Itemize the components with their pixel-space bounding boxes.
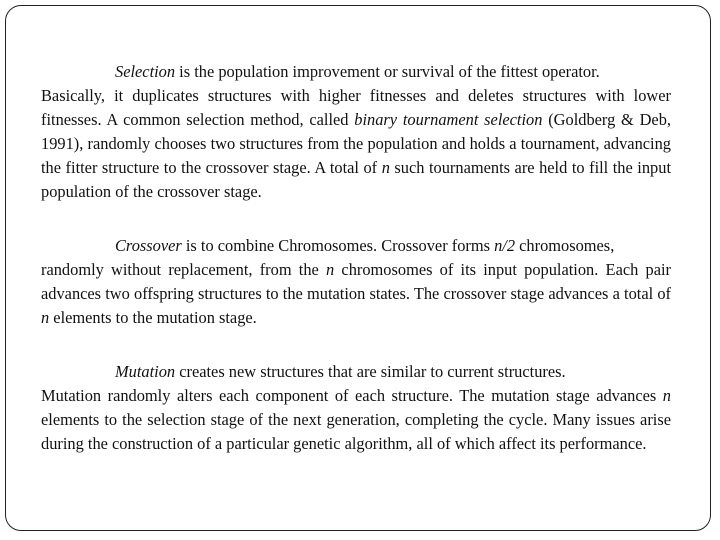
paragraph-selection-lead: Selection is the population improvement or survival of the fittest operator.: [115, 62, 600, 81]
variable-n: n: [326, 260, 335, 279]
slide-content: [41, 60, 671, 456]
paragraph-mutation: Mutation creates new structures that are similar to current structures. Mutation randomly alters each component of each structure. The mutation stage advances n elements to the selection stage of the next generation, completing the cycle. Many issues arise during the construction of a particular genetic algorithm, all of which affect its performance.: [41, 362, 671, 453]
term-mutation: Mutation: [115, 362, 176, 381]
term-crossover: Crossover: [115, 236, 182, 255]
paragraph-crossover-lead: Crossover is to combine Chromosomes. Crossover forms n/2 chromosomes,: [115, 236, 615, 255]
variable-n: n: [41, 308, 50, 327]
paragraph-crossover: Crossover is to combine Chromosomes. Crossover forms n/2 chromosomes, randomly without replacement, from the n chromosomes of its input population. Each pair advances two offspring structures to the mutation states. The crossover stage advances a total of n elements to the mutation stage.: [41, 236, 672, 327]
paragraph-mutation-lead: Mutation creates new structures that are similar to current structures.: [115, 362, 566, 381]
variable-n-half: n/2: [494, 236, 516, 255]
variable-n: n: [662, 386, 671, 405]
variable-n: n: [381, 158, 390, 177]
term-selection: Selection: [115, 62, 176, 81]
term-binary-tournament-selection: binary tournament selection: [354, 110, 543, 129]
paragraph-selection: Selection is the population improvement or survival of the fittest operator. Basically, it duplicates structures with higher fitnesses and deletes structures with lower fitnesses. A common selection method, called binary tournament selection (Goldberg & Deb, 1991), randomly chooses two structures from the population and holds a tournament, advancing the fitter structure to the crossover stage. A total of n such tournaments are held to fill the input population of the crossover stage.: [41, 62, 671, 201]
